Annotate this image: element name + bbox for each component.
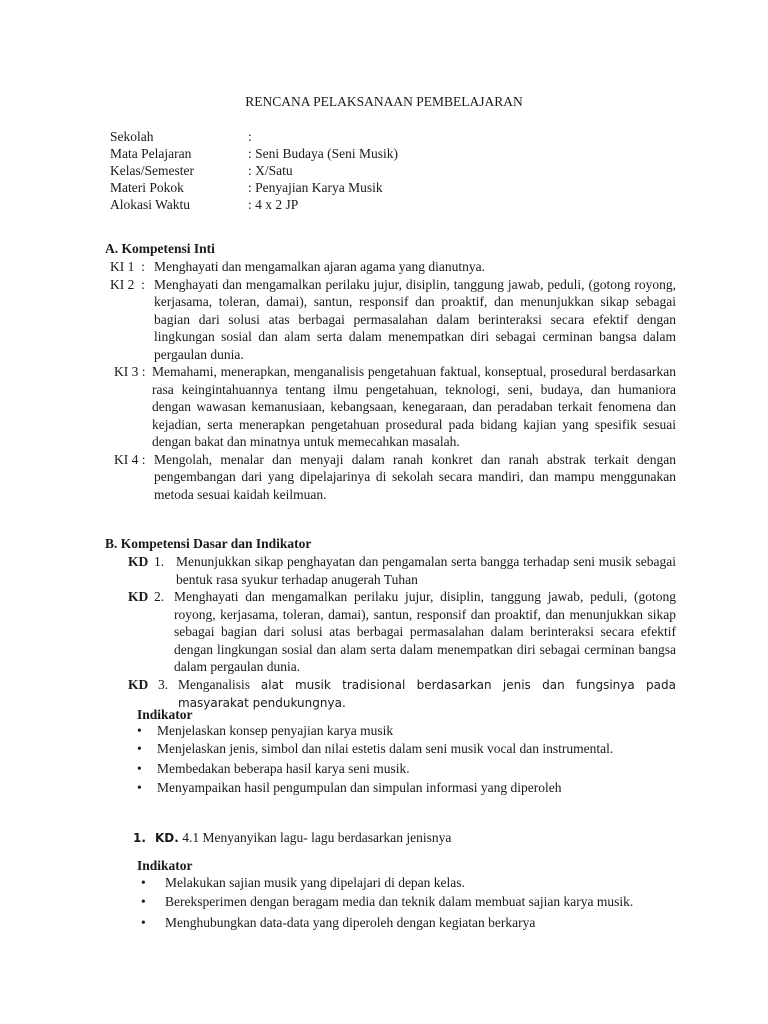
list-item-text: Melakukan sajian musik yang dipelajari di depan kelas.: [165, 875, 465, 890]
bullet-icon: •: [137, 740, 142, 756]
kd-text: [178, 676, 676, 713]
kd-4-text: 4.1 Menyanyikan lagu- lagu berdasarkan jenisnya: [182, 830, 452, 845]
identity-value: : Penyajian Karya Musik: [248, 180, 383, 195]
indikator-heading: Indikator: [137, 858, 193, 873]
identity-value: : X/Satu: [248, 163, 293, 178]
identity-row: [110, 128, 398, 145]
kd-text: Menunjukkan sikap penghayatan dan pengamalan serta bangga terhadap seni musik sebagai bentuk rasa syukur terhadap anugerah Tuhan: [176, 554, 676, 587]
kd-4-label: KD.: [155, 831, 179, 845]
identity-row: [110, 145, 398, 162]
bullet-icon: •: [141, 893, 146, 909]
list-item-text: Membedakan beberapa hasil karya seni musik.: [157, 761, 410, 776]
bullet-icon: •: [141, 875, 146, 890]
kd-3: [128, 676, 676, 713]
ki-text: Menghayati dan mengamalkan ajaran agama yang dianutnya.: [154, 259, 485, 274]
identity-row: [110, 179, 398, 196]
ki-3: [114, 363, 676, 451]
ki-list: [110, 258, 676, 503]
kd-2: [128, 588, 676, 676]
identity-table: [110, 128, 398, 213]
identity-label: Kelas/Semester: [110, 163, 194, 178]
kd-text-emphasis: alat musik tradisional berdasarkan jenis dan fungsinya pada masyarakat pendukungnya.: [178, 677, 676, 710]
document-title: RENCANA PELAKSANAAN PEMBELAJARAN: [245, 94, 523, 109]
kd-number: 1.: [154, 554, 165, 569]
kd-key: KD: [128, 676, 149, 692]
identity-value: : 4 x 2 JP: [248, 197, 299, 212]
kd-key: KD: [128, 554, 149, 569]
ki-key: KI 3 :: [114, 364, 146, 379]
identity-value: : Seni Budaya (Seni Musik): [248, 146, 398, 161]
list-item: [137, 893, 678, 911]
bullet-icon: •: [137, 723, 142, 738]
indikator-list: [137, 722, 678, 796]
list-item-text: Menghubungkan data-data yang diperoleh dengan kegiatan berkarya: [165, 915, 536, 930]
list-item: [137, 740, 678, 758]
identity-value: :: [248, 129, 252, 144]
list-item-text: Menjelaskan konsep penyajian karya musik: [157, 723, 394, 738]
list-item: [137, 760, 678, 778]
ki-key: KI 2 :: [110, 276, 149, 292]
ki-2: [110, 276, 676, 364]
identity-row: [110, 162, 398, 179]
identity-label: Sekolah: [110, 129, 154, 144]
bullet-icon: •: [137, 779, 142, 795]
kd-list: [128, 553, 676, 713]
kd-number: 3.: [158, 676, 169, 692]
list-item: [137, 874, 678, 892]
list-item: [137, 779, 678, 797]
kd-text: Menghayati dan mengamalkan perilaku jujur, disiplin, tanggung jawab, peduli, (gotong royong, kerjasama, toleran, damai), santun, responsif dan proaktif, dan menunjukkan sikap sebagai bagian dari solusi atas berbagai permasalahan dalam berinteraksi secara efektif dengan lingkungan sosial dan alam serta dalam menempatkan diri sebagai cerminan bangsa dalam pergaulan dunia.: [174, 589, 676, 674]
kd-text-lead: Menganalisis: [178, 676, 250, 692]
ki-4: [114, 451, 676, 504]
identity-label: Materi Pokok: [110, 180, 184, 195]
kd-4-line: [133, 829, 673, 848]
kd-number: 2.: [154, 589, 165, 604]
ki-text: Mengolah, menalar dan menyaji dalam ranah konkret dan ranah abstrak terkait dengan pengembangan dari yang dipelajarinya di sekolah secara mandiri, dan mampu menggunakan metoda sesuai kaidah keilmuan.: [154, 451, 676, 502]
section-b-heading: B. Kompetensi Dasar dan Indikator: [105, 536, 312, 551]
ki-key: KI 4 :: [114, 451, 149, 467]
list-item-text: Menyampaikan hasil pengumpulan dan simpulan informasi yang diperoleh: [157, 779, 562, 795]
identity-label: Alokasi Waktu: [110, 197, 191, 212]
identity-label: Mata Pelajaran: [110, 146, 192, 161]
list-item: [137, 914, 678, 932]
ki-1: [110, 258, 676, 276]
kd-key: KD: [128, 589, 149, 604]
indikator-list: [137, 874, 678, 932]
bullet-icon: •: [141, 915, 146, 930]
bullet-icon: •: [137, 761, 142, 776]
ki-text: Menghayati dan mengamalkan perilaku jujur, disiplin, tanggung jawab, peduli, (gotong royong, kerjasama, toleran, damai), santun, responsif dan proaktif, dan menunjukkan sikap sebagai bagian dari solusi atas berbagai permasalahan dalam berinteraksi secara efektif dengan lingkungan sosial dan alam serta dalam menempatkan diri sebagai cerminan bangsa dalam pergaulan dunia.: [154, 276, 676, 362]
indikator-heading: Indikator: [137, 707, 193, 722]
list-item-text: Menjelaskan jenis, simbol dan nilai estetis dalam seni musik vocal dan instrumental.: [157, 740, 614, 756]
identity-row: [110, 196, 398, 213]
ki-key: KI 1 :: [110, 259, 149, 274]
kd-4-number: 1.: [133, 831, 146, 845]
list-item: [137, 722, 678, 740]
section-a-heading: A. Kompetensi Inti: [105, 241, 215, 256]
ki-text: Memahami, menerapkan, menganalisis pengetahuan faktual, konseptual, prosedural berdasarkan rasa keingintahuannya tentang ilmu pengetahuan, teknologi, seni, budaya, dan humaniora dengan wawasan kemanusiaan, kebangsaan, kenegaraan, dan peradaban terkait fenomena dan kejadian, serta menerapkan pengetahuan prosedural pada bidang kajian yang spesifik sesuai dengan bakat dan minatnya untuk memecahkan masalah.: [152, 364, 676, 449]
list-item-text: Bereksperimen dengan beragam media dan teknik dalam membuat sajian karya musik.: [165, 893, 634, 909]
kd-1: [128, 553, 676, 588]
